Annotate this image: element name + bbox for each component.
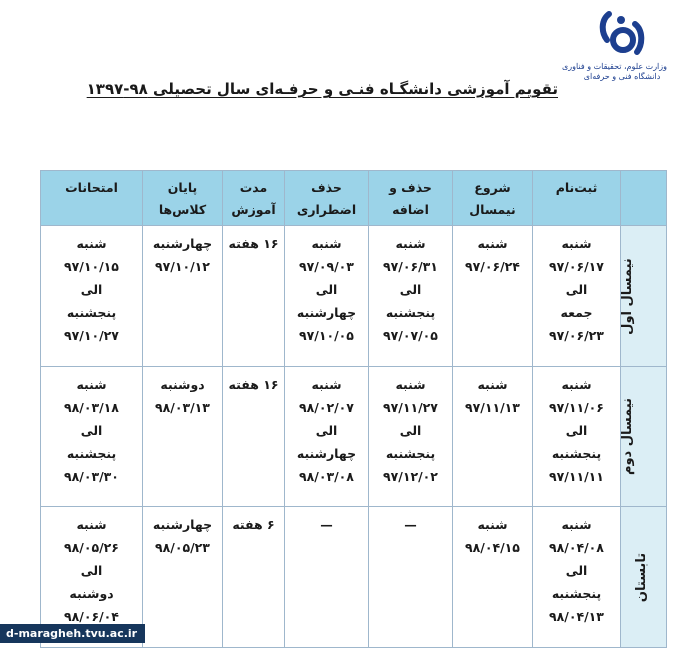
cell-line: دوشنبه bbox=[69, 586, 114, 602]
column-header-6 bbox=[143, 171, 223, 226]
column-header-line: مدت bbox=[239, 180, 268, 195]
academic-calendar-table bbox=[40, 170, 667, 648]
column-header-line: ثبت‌نام bbox=[555, 180, 598, 195]
site-watermark: d-maragheh.tvu.ac.ir bbox=[0, 624, 145, 643]
cell-line: پنجشنبه bbox=[551, 445, 602, 461]
cell-line: چهارشنبه bbox=[152, 517, 213, 533]
table-cell bbox=[285, 366, 369, 507]
cell-line: شنبه bbox=[76, 376, 107, 392]
cell-line: دوشنبه bbox=[160, 376, 205, 392]
cell-line: پنجشنبه bbox=[385, 445, 436, 461]
cell-line: ۹۸/۰۵/۲۳ bbox=[155, 540, 210, 556]
cell-line: ۹۷/۱۰/۱۵ bbox=[64, 259, 119, 274]
cell-line: پنجشنبه bbox=[385, 305, 436, 320]
cell-line: الی bbox=[80, 422, 103, 438]
cell-line: الی bbox=[80, 282, 103, 297]
cell-line: شنبه bbox=[395, 376, 426, 392]
table-cell bbox=[223, 507, 285, 648]
cell-line: شنبه bbox=[477, 236, 508, 251]
table-cell bbox=[369, 226, 453, 367]
column-header-line: پایان bbox=[167, 180, 198, 195]
table-cell bbox=[453, 226, 533, 367]
semester-label: نیمسال اول bbox=[620, 258, 636, 335]
cell-line: الی bbox=[399, 422, 422, 438]
table-cell bbox=[143, 366, 223, 507]
table-body bbox=[41, 226, 667, 648]
cell-line: ۹۸/۰۳/۱۳ bbox=[155, 399, 210, 415]
cell-line: ۹۷/۰۶/۲۳ bbox=[549, 328, 604, 343]
table-cell bbox=[285, 507, 369, 648]
table-header-row bbox=[41, 171, 667, 226]
cell-line: ۹۸/۰۵/۲۶ bbox=[64, 540, 119, 556]
cell-line: شنبه bbox=[561, 236, 592, 251]
column-header-5 bbox=[223, 171, 285, 226]
column-header-line: اضطراری bbox=[296, 202, 357, 217]
cell-line: ۹۸/۰۴/۱۵ bbox=[465, 540, 520, 556]
column-header-line: نیمسال bbox=[469, 202, 516, 217]
cell-line: الی bbox=[565, 563, 588, 579]
cell-line: — bbox=[404, 517, 417, 533]
column-header-line: آموزش bbox=[231, 202, 276, 217]
cell-line: ۱۶ هفته bbox=[228, 376, 279, 392]
cell-line: ۹۷/۱۱/۲۷ bbox=[383, 399, 438, 415]
semester-label: تابستان bbox=[633, 553, 649, 603]
column-header-7 bbox=[41, 171, 143, 226]
cell-line: الی bbox=[565, 282, 588, 297]
table-row bbox=[41, 366, 667, 507]
column-header-line: کلاس‌ها bbox=[158, 202, 207, 217]
cell-line: ۹۸/۰۴/۰۸ bbox=[549, 540, 604, 556]
table-cell bbox=[223, 366, 285, 507]
table-cell bbox=[41, 366, 143, 507]
cell-line: الی bbox=[80, 563, 103, 579]
table-cell bbox=[453, 507, 533, 648]
column-header-1 bbox=[533, 171, 621, 226]
cell-line: ۶ هفته bbox=[232, 517, 275, 533]
column-header-4 bbox=[285, 171, 369, 226]
table-row bbox=[41, 226, 667, 367]
logo-ministry-text: وزارت علوم، تحقیقات و فناوری bbox=[562, 62, 667, 71]
cell-line: ۹۷/۱۱/۱۱ bbox=[549, 468, 604, 484]
cell-line: ۹۷/۱۰/۲۷ bbox=[64, 328, 119, 343]
column-header-3 bbox=[369, 171, 453, 226]
cell-line: — bbox=[320, 517, 333, 533]
cell-line: پنجشنبه bbox=[66, 305, 117, 320]
semester-label-cell bbox=[621, 507, 667, 648]
table-cell bbox=[41, 226, 143, 367]
table-cell bbox=[143, 507, 223, 648]
university-logo bbox=[562, 10, 667, 100]
column-header-2 bbox=[453, 171, 533, 226]
cell-line: ۹۸/۰۶/۰۴ bbox=[64, 609, 119, 625]
semester-label: نیمسال دوم bbox=[619, 398, 635, 476]
cell-line: ۹۷/۱۰/۱۲ bbox=[155, 259, 210, 274]
cell-line: شنبه bbox=[561, 517, 592, 533]
table-cell bbox=[223, 226, 285, 367]
cell-line: ۹۸/۰۴/۱۳ bbox=[549, 609, 604, 625]
cell-line: الی bbox=[315, 422, 338, 438]
page-title: تقویم آموزشی دانشگـاه فنـی و حرفـه‌ای سال تحصیلی ۹۸-۱۳۹۷ bbox=[86, 80, 558, 98]
logo-university-text: دانشگاه فنی و حرفه‌ای bbox=[583, 72, 661, 81]
cell-line: ۹۷/۰۷/۰۵ bbox=[383, 328, 438, 343]
table-cell bbox=[143, 226, 223, 367]
column-header-line: اضافه bbox=[392, 202, 429, 217]
table-cell bbox=[369, 366, 453, 507]
cell-line: شنبه bbox=[477, 376, 508, 392]
cell-line: شنبه bbox=[395, 236, 426, 251]
cell-line: شنبه bbox=[76, 517, 107, 533]
tvu-logo-icon bbox=[597, 10, 647, 62]
table-cell bbox=[285, 226, 369, 367]
table-cell bbox=[533, 507, 621, 648]
cell-line: ۹۷/۱۲/۰۲ bbox=[383, 468, 438, 484]
table-cell bbox=[453, 366, 533, 507]
cell-line: چهارشنبه bbox=[152, 236, 213, 251]
cell-line: ۱۶ هفته bbox=[228, 236, 279, 251]
cell-line: شنبه bbox=[311, 236, 342, 251]
column-header-line: شروع bbox=[474, 180, 511, 195]
cell-line: الی bbox=[565, 422, 588, 438]
cell-line: جمعه bbox=[560, 305, 593, 320]
column-header-line: حذف و bbox=[389, 180, 432, 195]
cell-line: شنبه bbox=[561, 376, 592, 392]
cell-line: ۹۷/۱۰/۰۵ bbox=[299, 328, 354, 343]
cell-line: شنبه bbox=[477, 517, 508, 533]
cell-line: ۹۷/۱۱/۰۶ bbox=[549, 399, 604, 415]
cell-line: ۹۷/۰۶/۲۴ bbox=[465, 259, 520, 274]
cell-line: ۹۷/۱۱/۱۳ bbox=[465, 399, 520, 415]
column-header-0 bbox=[621, 171, 667, 226]
cell-line: ۹۸/۰۳/۳۰ bbox=[64, 468, 119, 484]
cell-line: الی bbox=[315, 282, 338, 297]
column-header-line: امتحانات bbox=[65, 180, 118, 195]
cell-line: ۹۷/۰۶/۳۱ bbox=[383, 259, 438, 274]
table-cell bbox=[369, 507, 453, 648]
cell-line: ۹۷/۰۶/۱۷ bbox=[549, 259, 604, 274]
cell-line: ۹۸/۰۳/۱۸ bbox=[64, 399, 119, 415]
cell-line: ۹۸/۰۲/۰۷ bbox=[299, 399, 354, 415]
cell-line: الی bbox=[399, 282, 422, 297]
cell-line: چهارشنبه bbox=[296, 305, 357, 320]
column-header-line: حذف bbox=[311, 180, 342, 195]
cell-line: چهارشنبه bbox=[296, 445, 357, 461]
cell-line: ۹۷/۰۹/۰۳ bbox=[299, 259, 354, 274]
cell-line: شنبه bbox=[311, 376, 342, 392]
cell-line: پنجشنبه bbox=[66, 445, 117, 461]
semester-label-cell bbox=[621, 366, 667, 507]
cell-line: ۹۸/۰۳/۰۸ bbox=[299, 468, 354, 484]
cell-line: پنجشنبه bbox=[551, 586, 602, 602]
semester-label-cell bbox=[621, 226, 667, 367]
cell-line: شنبه bbox=[76, 236, 107, 251]
